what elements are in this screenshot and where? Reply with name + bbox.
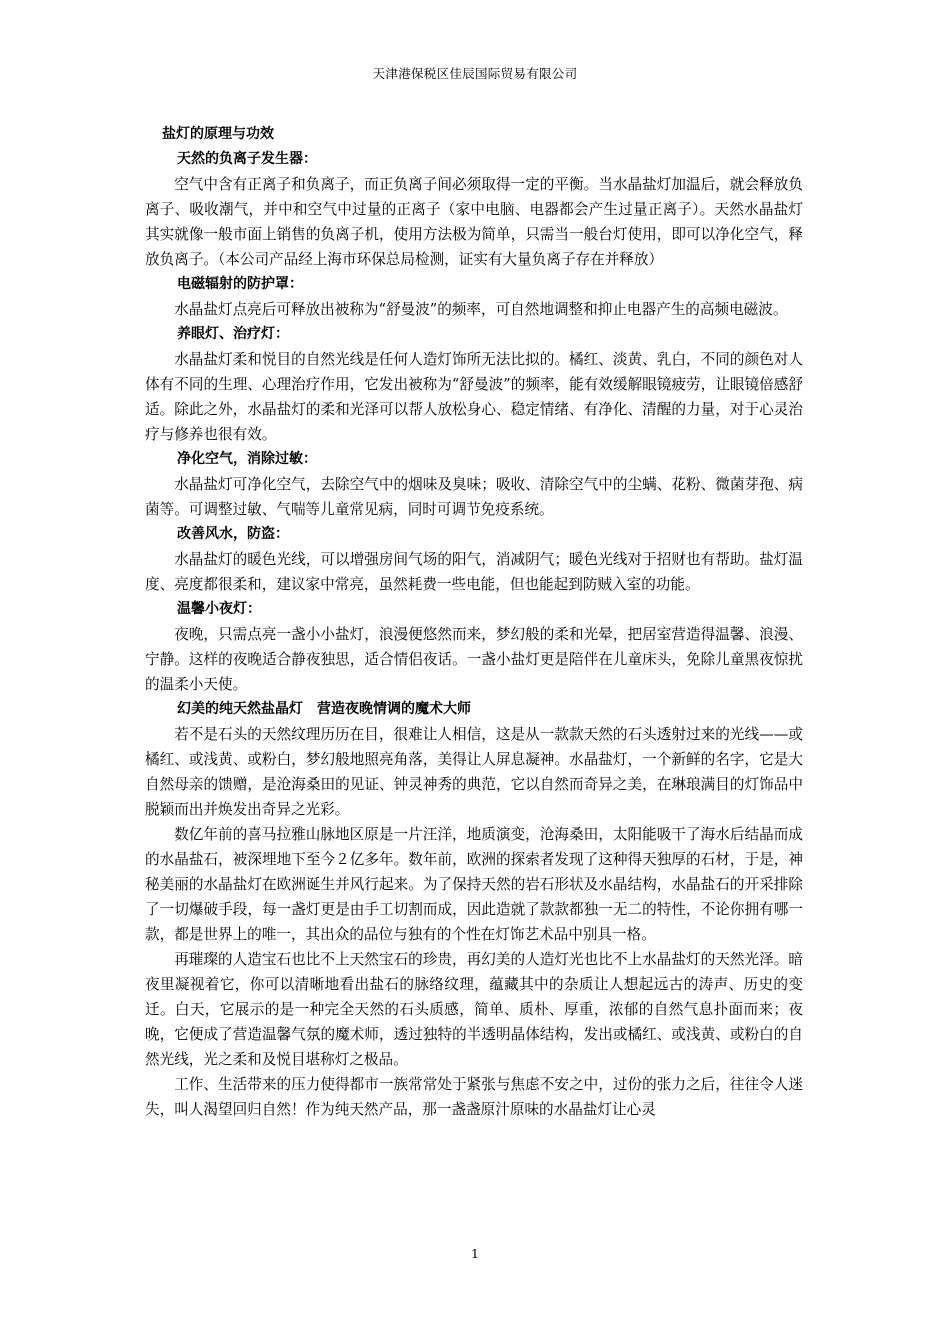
essay-paragraph: 数亿年前的喜马拉雅山脉地区原是一片汪洋，地质演变，沧海桑田，太阳能吸干了海水后结晶而成的水晶盐石，被深埋地下至今２亿多年。数年前，欧洲的探索者发现了这种得天独厚的石材，于是，神秘美丽的水晶盐灯在欧洲诞生并风行起来。为了保持天然的岩石形状及水晶结构，水晶盐石的开采排除了一切爆破手段，每一盏灯更是由手工切割而成，因此造就了款款都独一无二的特性，不论你拥有哪一款，都是世界上的唯一，其出众的品位与独有的个性在灯饰艺术品中别具一格。: [145, 826, 803, 943]
section-paragraph: 水晶盐灯点亮后可释放出被称为“舒曼波”的频率，可自然地调整和抑止电器产生的高频电磁波。: [174, 301, 788, 318]
essay-paragraph: 工作、生活带来的压力使得都市一族常常处于紧张与焦虑不安之中，过份的张力之后，往往令人迷失，叫人渴望回归自然！作为纯天然产品，那一盏盏原汁原味的水晶盐灯让心灵: [145, 1076, 803, 1118]
page-number: 1: [471, 1246, 479, 1261]
page-header-company: 天津港保税区佳辰国际贸易有限公司: [372, 66, 578, 81]
essay-subtitle: 幻美的纯天然盐晶灯 营造夜晚情调的魔术大师: [177, 701, 471, 717]
essay-paragraph: 再璀璨的人造宝石也比不上天然宝石的珍贵，再幻美的人造灯光也比不上水晶盐灯的天然光泽。暗夜里凝视着它，你可以清晰地看出盐石的脉络纹理，蕴藏其中的杂质让人想起远古的涛声、历史的变迁。白天，它展示的是一种完全天然的石头质感，简单、质朴、厚重，浓郁的自然气息扑面而来；夜晚，它便成了营造温馨气氛的魔术师，透过独特的半透明晶体结构，发出或橘红、或浅黄、或粉白的自然光线，光之柔和及悦目堪称灯之极品。: [145, 951, 803, 1068]
section-heading: 天然的负离子发生器：: [177, 151, 317, 167]
section-heading: 养眼灯、治疗灯：: [177, 326, 289, 342]
section-paragraph: 水晶盐灯的暖色光线，可以增强房间气场的阳气，消减阴气；暖色光线对于招财也有帮助。盐灯温度、亮度都很柔和，建议家中常亮，虽然耗费一些电能，但也能起到防贼入室的功能。: [145, 551, 803, 593]
document-title: 盐灯的原理与功效: [162, 126, 274, 142]
section-heading: 温馨小夜灯：: [177, 601, 261, 617]
section-paragraph: 空气中含有正离子和负离子，而正负离子间必须取得一定的平衡。当水晶盐灯加温后，就会释放负离子、吸收潮气，并中和空气中过量的正离子（家中电脑、电器都会产生过量正离子）。天然水晶盐灯其实就像一般市面上销售的负离子机，使用方法极为简单，只需当一般台灯使用，即可以净化空气，释放负离子。（本公司产品经上海市环保总局检测，证实有大量负离子存在并释放）: [145, 176, 803, 268]
header-divider: [142, 88, 808, 89]
document-body: [145, 122, 803, 1122]
section-paragraph: 水晶盐灯柔和悦目的自然光线是任何人造灯饰所无法比拟的。橘红、淡黄、乳白，不同的颜色对人体有不同的生理、心理治疗作用，它发出被称为“舒曼波”的频率，能有效缓解眼镜疲劳，让眼镜倍感舒适。除此之外，水晶盐灯的柔和光泽可以帮人放松身心、稳定情绪、有净化、清醒的力量，对于心灵治疗与修养也很有效。: [145, 351, 803, 443]
section-heading: 改善风水，防盗：: [177, 526, 289, 542]
section-paragraph: 夜晚，只需点亮一盏小小盐灯，浪漫便悠然而来，梦幻般的柔和光晕，把居室营造得温馨、浪漫、宁静。这样的夜晚适合静夜独思，适合情侣夜话。一盏小盐灯更是陪伴在儿童床头，免除儿童黑夜惊扰的温柔小天使。: [145, 626, 803, 693]
section-paragraph: 水晶盐灯可净化空气，去除空气中的烟味及臭味；吸收、清除空气中的尘螨、花粉、微菌芽孢、病菌等。可调整过敏、气喘等儿童常见病，同时可调节免疫系统。: [145, 476, 803, 518]
section-heading: 净化空气，消除过敏：: [177, 451, 317, 467]
essay-paragraph: 若不是石头的天然纹理历历在目，很难让人相信，这是从一款款天然的石头透射过来的光线——或橘红、或浅黄、或粉白，梦幻般地照亮角落，美得让人屏息凝神。水晶盐灯，一个新鲜的名字，它是大自然母亲的馈赠，是沧海桑田的见证、钟灵神秀的典范，它以自然而奇异之美，在琳琅满目的灯饰品中脱颖而出并焕发出奇异之光彩。: [145, 726, 803, 818]
section-heading: 电磁辐射的防护罩：: [177, 276, 303, 292]
